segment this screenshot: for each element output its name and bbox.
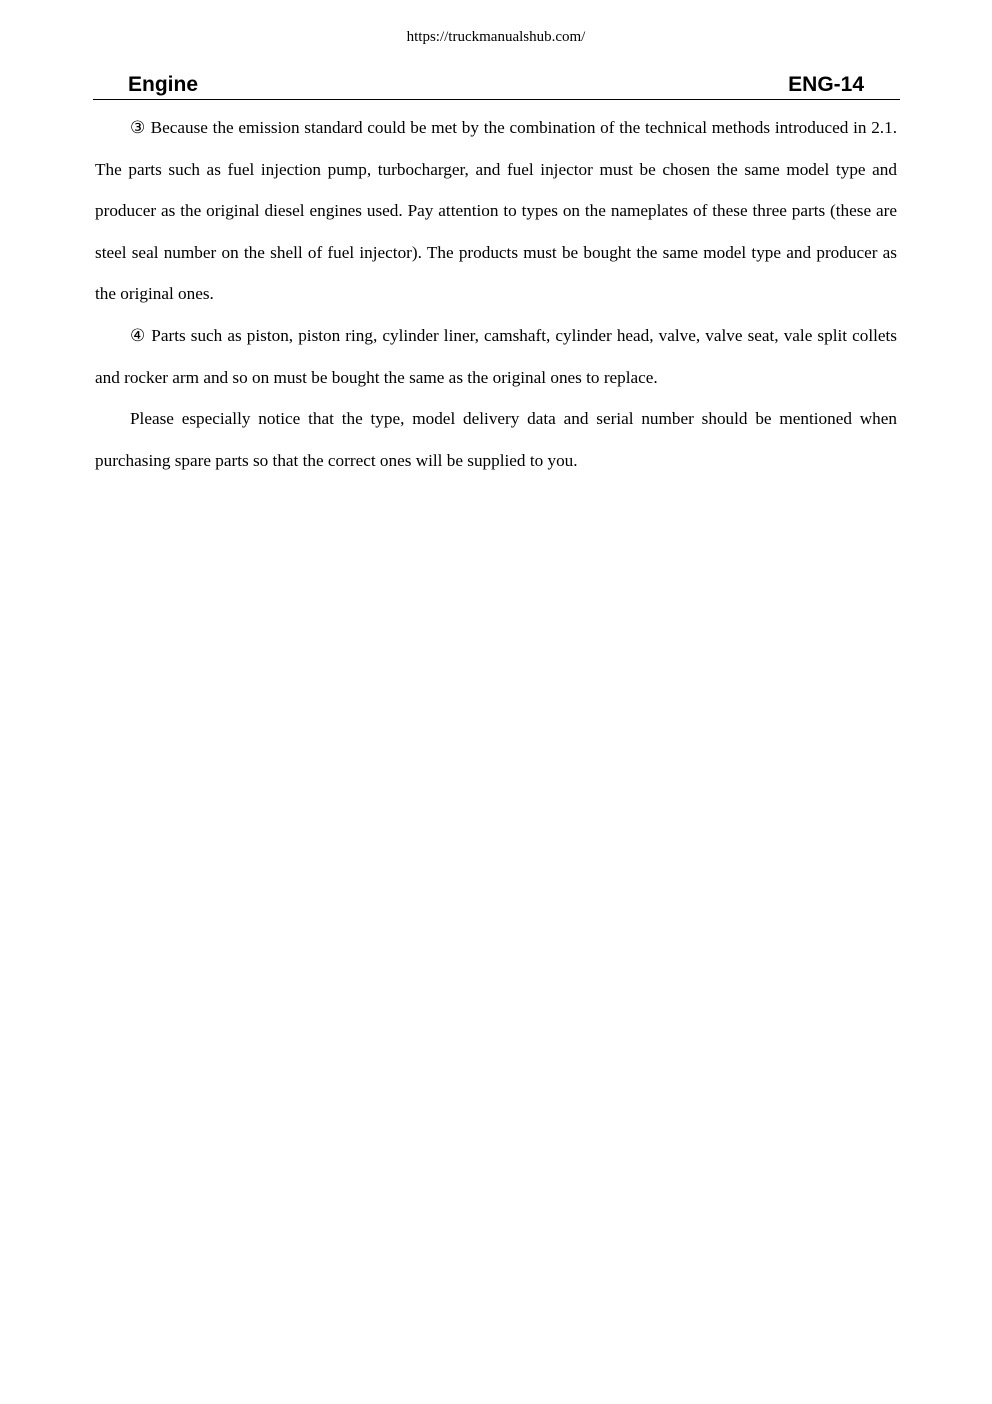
page-number: ENG-14 — [788, 73, 864, 96]
paragraph-parts-replacement: ④ Parts such as piston, piston ring, cylinder liner, camshaft, cylinder head, valve, valve seat, vale split collets and rocker arm and so on must be bought the same as the original ones to replace. — [95, 325, 897, 387]
site-url: https://truckmanualshub.com/ — [406, 29, 586, 45]
paragraph-purchasing-notice: Please especially notice that the type, model delivery data and serial number should be mentioned when purchasing spare parts so that the correct ones will be supplied to you. — [95, 409, 897, 470]
page-header — [93, 70, 900, 100]
paragraph-parts-emission: ③ Because the emission standard could be met by the combination of the technical methods introduced in 2.1. The parts such as fuel injection pump, turbocharger, and fuel injector must be chosen the same model type and producer as the original diesel engines used. Pay attention to types on the nameplates of these three parts (these are steel seal number on the shell of fuel injector). The products must be bought the same model type and producer as the original ones. — [95, 118, 897, 304]
body-text — [95, 107, 897, 481]
section-title: Engine — [128, 73, 199, 96]
